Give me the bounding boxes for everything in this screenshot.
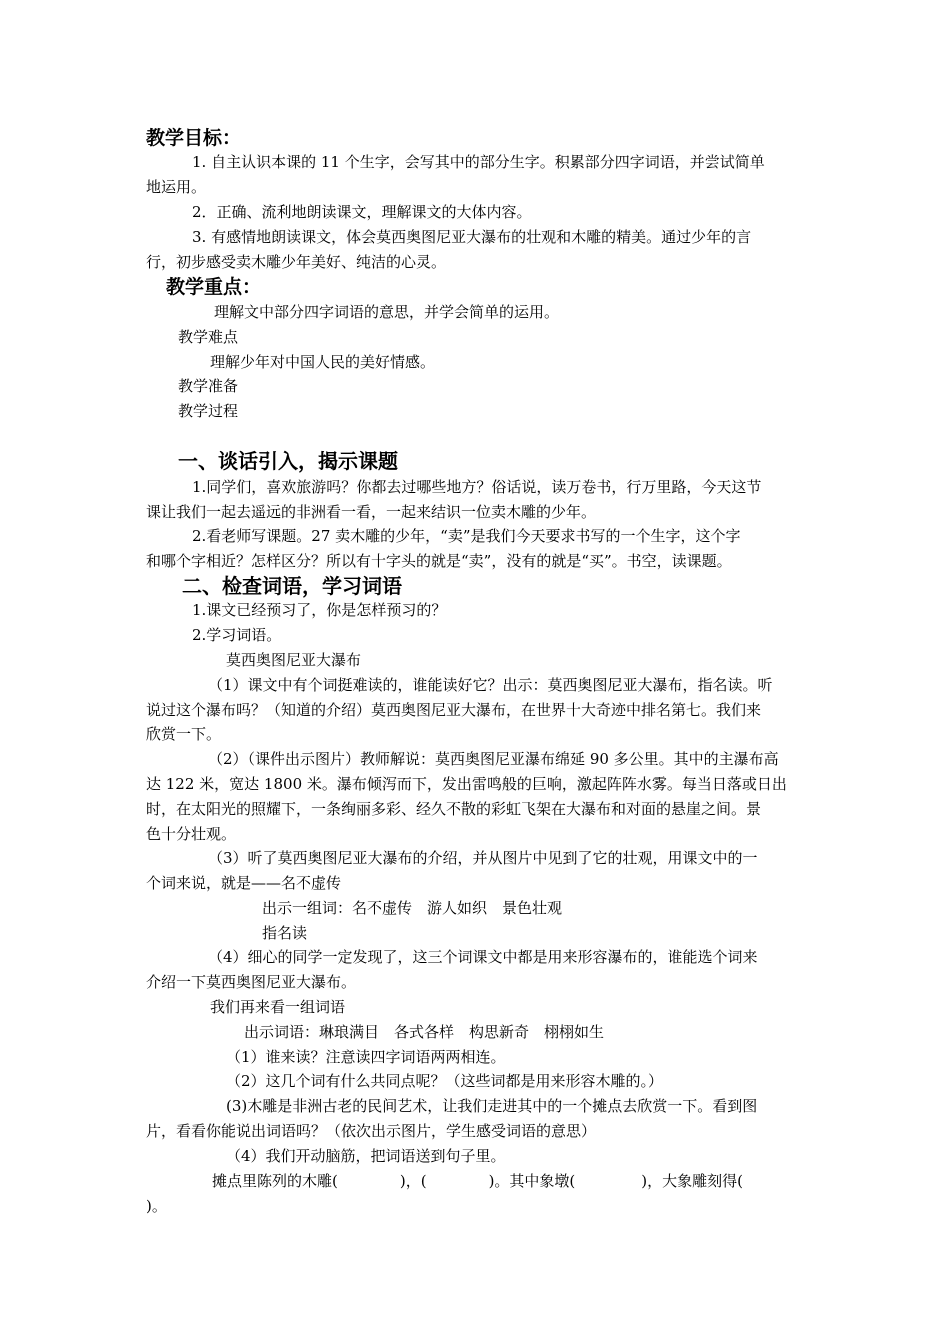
step-1-line-3: 欣赏一下。 [146, 725, 222, 743]
objective-2: 2．正确、流利地朗读课文，理解课文的大体内容。 [192, 203, 532, 221]
step-2-line-1: （2）（课件出示图片）教师解说：莫西奥图尼亚瀑布绵延 90 多公里。其中的主瀑布高 [208, 750, 779, 768]
word-group-2: 出示词语：琳琅满目 各式各样 构思新奇 栩栩如生 [244, 1023, 605, 1041]
fill-text-2: )，( [399, 1172, 427, 1190]
word-group-1: 出示一组词：名不虚传 游人如织 景色壮观 [262, 899, 563, 917]
key-points-text: 理解文中部分四字词语的意思，并学会简单的运用。 [214, 303, 560, 321]
another-group: 我们再来看一组词语 [210, 998, 346, 1016]
step-2-line-2: 达 122 米，宽达 1800 米。瀑布倾泻而下，发出雷鸣般的巨响，激起阵阵水雾。每当日落或日出 [146, 775, 787, 793]
step-4-line-1: （4）细心的同学一定发现了，这三个词课文中都是用来形容瀑布的，谁能选个词来 [208, 948, 758, 966]
step-4-line-2: 介绍一下莫西奥图尼亚大瀑布。 [146, 973, 357, 991]
section-2-q1: 1.课文已经预习了，你是怎样预习的？ [192, 601, 447, 619]
difficulty-heading: 教学难点 [178, 328, 239, 346]
fill-text-4: )，大象雕刻得( [641, 1172, 744, 1190]
preparation-heading: 教学准备 [178, 377, 239, 395]
section-1-p1-line-1: 1.同学们，喜欢旅游吗？你都去过哪些地方？俗话说，读万卷书，行万里路，今天这节 [192, 478, 762, 496]
objective-1-line-2: 地运用。 [146, 178, 207, 196]
step-3-line-1: （3）听了莫西奥图尼亚大瀑布的介绍，并从图片中见到了它的壮观，用课文中的一 [208, 849, 758, 867]
objectives-heading: 教学目标： [146, 127, 242, 149]
process-heading: 教学过程 [178, 402, 239, 420]
word-step-3-line-1: (3)木雕是非洲古老的民间艺术，让我们走进其中的一个摊点去欣赏一下。看到图 [226, 1097, 758, 1115]
key-points-heading: 教学重点： [166, 276, 262, 298]
step-1-line-1: （1）课文中有个词挺难读的，谁能读好它？出示：莫西奥图尼亚大瀑布，指名读。听 [208, 676, 773, 694]
word-step-4: （4）我们开动脑筋，把词语送到句子里。 [226, 1147, 506, 1165]
section-2-heading: 二、检查词语，学习词语 [182, 574, 402, 598]
objective-3-line-2: 行，初步感受卖木雕少年美好、纯洁的心灵。 [146, 253, 447, 271]
step-2-line-3: 时，在太阳光的照耀下，一条绚丽多彩、经久不散的彩虹飞架在大瀑布和对面的悬崖之间。景 [146, 800, 762, 818]
objective-3-line-1: 3. 有感情地朗读课文，体会莫西奥图尼亚大瀑布的壮观和木雕的精美。通过少年的言 [192, 228, 752, 246]
difficulty-text: 理解少年对中国人民的美好情感。 [210, 353, 436, 371]
section-1-p1-line-2: 课让我们一起去遥远的非洲看一看，一起来结识一位卖木雕的少年。 [146, 503, 597, 521]
word-step-1: （1）谁来读？注意读四字词语两两相连。 [226, 1048, 506, 1066]
objective-1-line-1: 1. 自主认识本课的 11 个生字，会写其中的部分生字。积累部分四字词语，并尝试简单 [192, 153, 765, 171]
section-1-heading: 一、谈话引入，揭示课题 [178, 449, 398, 473]
step-1-line-2: 说过这个瀑布吗？（知道的介绍）莫西奥图尼亚大瀑布，在世界十大奇迹中排名第七。我们来 [146, 701, 762, 719]
word-step-3-line-2: 片，看看你能说出词语吗？（依次出示图片，学生感受词语的意思） [146, 1122, 597, 1140]
waterfall-term: 莫西奥图尼亚大瀑布 [226, 651, 362, 669]
fill-text-3: )。其中象墩( [488, 1172, 576, 1190]
section-2-q2: 2.学习词语。 [192, 626, 282, 644]
step-2-line-4: 色十分壮观。 [146, 825, 237, 843]
section-1-p2-line-2: 和哪个字相近？怎样区分？所以有十字头的就是“卖”，没有的就是“买”。书空，读课题。 [146, 552, 732, 570]
fill-in-sentence-line-1 [212, 1169, 743, 1193]
point-read: 指名读 [262, 924, 308, 942]
word-step-2: （2）这几个词有什么共同点呢？（这些词都是用来形容木雕的。） [226, 1072, 664, 1090]
section-1-p2-line-1: 2.看老师写课题。27 卖木雕的少年，“卖”是我们今天要求书写的一个生字，这个字 [192, 527, 741, 545]
fill-in-sentence-line-2: )。 [146, 1197, 167, 1215]
step-3-line-2: 个词来说，就是——名不虚传 [146, 874, 342, 892]
fill-text-1: 摊点里陈列的木雕( [212, 1172, 338, 1190]
